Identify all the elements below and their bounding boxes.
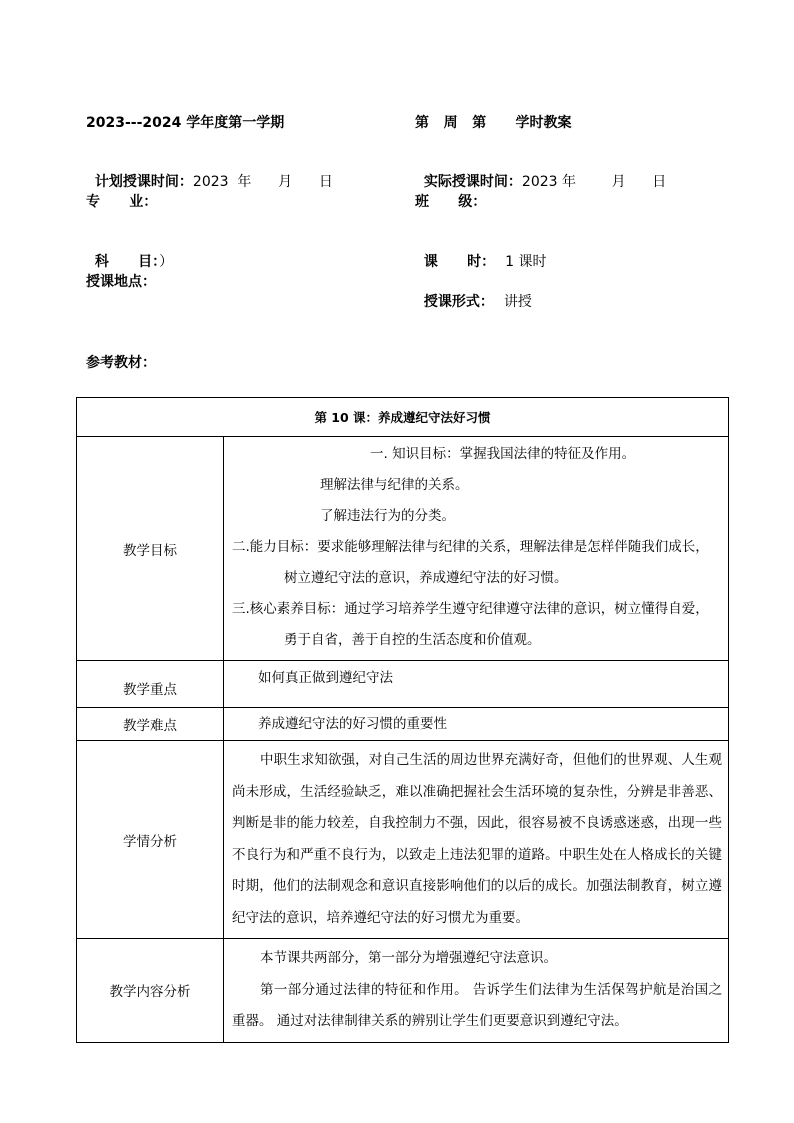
student-analysis-text: 中职生求知欲强，对自己生活的周边世界充满好奇，但他们的世界观、人生观尚未形成，生活经验缺乏，难以准确把握社会生活环境的复杂性，分辨是非善恶、判断是非的能力较差，自我控制力不强，因此，很容易被不良诱惑迷惑，出现一些不良行为和严重不良行为，以致走上违法犯罪的道路。中职生处在人格成长的关键时期，他们的法制观念和意识直接影响他们的以后的成长。加强法制教育，树立遵纪守法的意识，培养遵纪守法的好习惯尤为重要。 [232, 752, 723, 926]
key-point-label: 教学重点 [77, 661, 224, 708]
objective-line: 理解法律与纪律的关系。 [320, 477, 469, 493]
key-point-row [77, 661, 729, 708]
hours-label: 课 时： [423, 254, 496, 270]
content-analysis-label: 教学内容分析 [77, 939, 224, 1043]
class-label: 班 级： [415, 194, 487, 210]
planned-time-label: 计划授课时间： [94, 174, 193, 190]
reference-label: 参考教材： [86, 355, 156, 371]
key-point-text: 如何真正做到遵纪守法 [224, 661, 729, 708]
content-analysis-content [224, 939, 729, 1043]
subject-label: 科 目： [94, 254, 160, 270]
student-analysis-content [224, 741, 729, 939]
student-analysis-row [77, 741, 729, 939]
difficulty-label: 教学难点 [77, 708, 224, 741]
objective-line: 二.能力目标：要求能够理解法律与纪律的关系，理解法律是怎样伴随我们成长， [232, 539, 709, 555]
content-analysis-row [77, 939, 729, 1043]
major-label: 专 业： [86, 194, 158, 210]
objective-line: 树立遵纪守法的意识，养成遵纪守法的好习惯。 [284, 570, 568, 586]
difficulty-text: 养成遵纪守法的好习惯的重要性 [224, 708, 729, 741]
objectives-label: 教学目标 [77, 437, 224, 661]
objective-line: 了解违法行为的分类。 [320, 508, 455, 524]
content-analysis-para2: 第一部分通过法律的特征和作用。 告诉学生们法律为生活保驾护航是治国之重器。 通过对法律制律关系的辨别让学生们更要意识到遵纪守法。 [232, 981, 723, 1029]
difficulty-row [77, 708, 729, 741]
objective-line: 一. 知识目标：掌握我国法律的特征及作用。 [370, 446, 636, 462]
location-label: 授课地点： [86, 274, 156, 290]
table-title-row [77, 398, 729, 437]
hours [415, 232, 547, 272]
subject [86, 232, 173, 272]
hours-value: 1 课时 [505, 254, 547, 270]
lesson-title: 第 10 课：养成遵纪守法好习惯 [77, 398, 729, 437]
term-heading: 2023---2024 学年度第一学期 [86, 115, 285, 131]
objective-line: 三.核心素养目标：通过学习培养学生遵守纪律遵守法律的意识，树立懂得自爱， [232, 601, 709, 617]
objective-line: 勇于自省，善于自控的生活态度和价值观。 [284, 632, 541, 648]
planned-time [86, 152, 333, 192]
form-label: 授课形式： [423, 294, 494, 310]
student-analysis-label: 学情分析 [77, 741, 224, 939]
objectives-content [224, 437, 729, 661]
lesson-plan-table [76, 397, 729, 1043]
planned-time-value: 2023 年 月 日 [192, 174, 333, 190]
actual-time-label: 实际授课时间： [423, 174, 522, 190]
subject-value: ） [159, 254, 174, 270]
actual-time-value: 2023 年 月 日 [521, 174, 667, 190]
plan-title: 第 周 第 学时教案 [415, 115, 572, 131]
content-analysis-para1: 本节课共两部分，第一部分为增强遵纪守法意识。 [260, 950, 557, 966]
teaching-form [415, 272, 532, 312]
objectives-row [77, 437, 729, 661]
form-value: 讲授 [503, 294, 532, 310]
actual-time [415, 152, 666, 192]
